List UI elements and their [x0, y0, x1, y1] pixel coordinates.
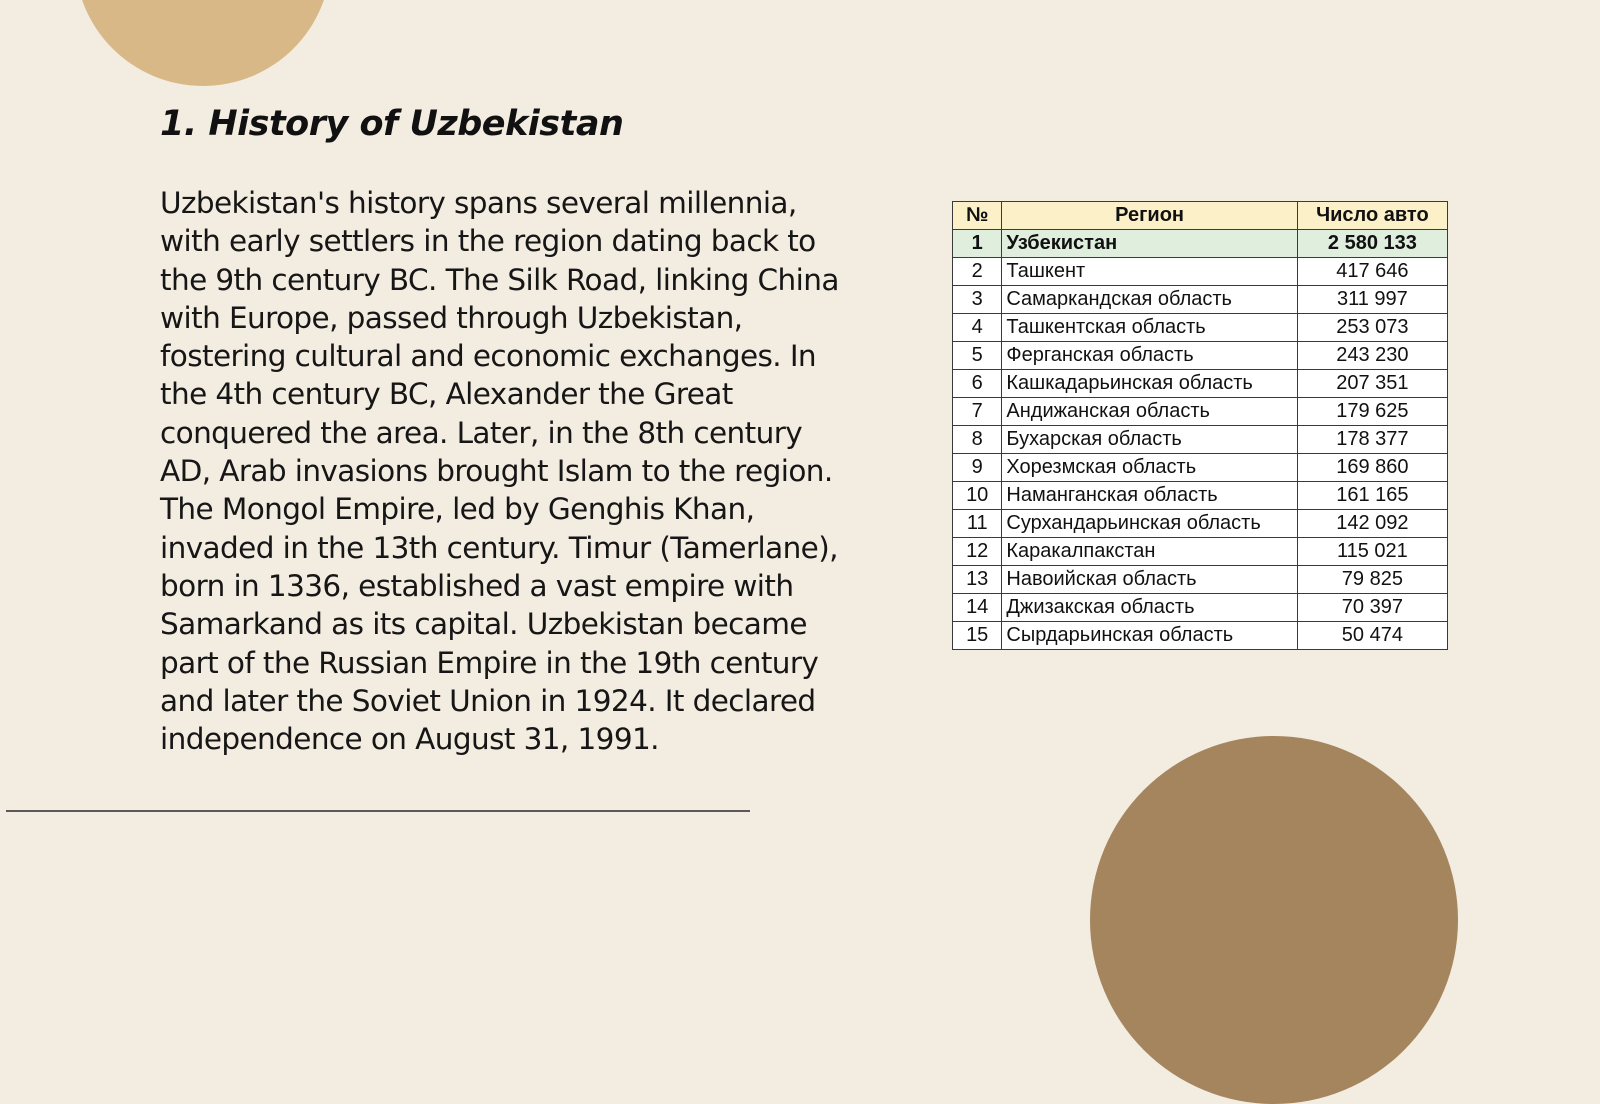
row-region: Самаркандская область	[1002, 286, 1297, 314]
row-number: 12	[953, 538, 1002, 566]
row-region: Наманганская область	[1002, 482, 1297, 510]
row-count: 169 860	[1297, 454, 1447, 482]
row-number: 6	[953, 370, 1002, 398]
table-row	[953, 230, 1448, 258]
row-region: Кашкадарьинская область	[1002, 370, 1297, 398]
table-row	[953, 314, 1448, 342]
vehicle-count-table	[952, 201, 1448, 650]
row-region: Сырдарьинская область	[1002, 622, 1297, 650]
row-number: 2	[953, 258, 1002, 286]
row-count: 207 351	[1297, 370, 1447, 398]
column-header-count: Число авто	[1297, 202, 1447, 230]
row-number: 4	[953, 314, 1002, 342]
table-row	[953, 622, 1448, 650]
row-count: 142 092	[1297, 510, 1447, 538]
row-number: 15	[953, 622, 1002, 650]
history-paragraph: Uzbekistan's history spans several millennia, with early settlers in the region dating back to the 9th century BC. The Silk Road, linking China with Europe, passed through Uzbekistan, fostering cultural and economic exchanges. In the 4th century BC, Alexander the Great conquered the area. Later, in the 8th century AD, Arab invasions brought Islam to the region. The Mongol Empire, led by Genghis Khan, invaded in the 13th century. Timur (Tamerlane), born in 1336, established a vast empire with Samarkand as its capital. Uzbekistan became part of the Russian Empire in the 19th century and later the Soviet Union in 1924. It declared independence on August 31, 1991.	[160, 186, 839, 757]
column-header-region: Регион	[1002, 202, 1297, 230]
table-row	[953, 258, 1448, 286]
row-number: 8	[953, 426, 1002, 454]
table-row	[953, 538, 1448, 566]
divider-line	[6, 810, 750, 812]
table-row	[953, 286, 1448, 314]
row-region: Навоийская область	[1002, 566, 1297, 594]
row-number: 11	[953, 510, 1002, 538]
row-region: Узбекистан	[1002, 230, 1297, 258]
table-row	[953, 594, 1448, 622]
row-region: Джизакская область	[1002, 594, 1297, 622]
row-count: 311 997	[1297, 286, 1447, 314]
row-number: 5	[953, 342, 1002, 370]
row-region: Ташкент	[1002, 258, 1297, 286]
row-number: 3	[953, 286, 1002, 314]
row-count: 50 474	[1297, 622, 1447, 650]
table-row	[953, 566, 1448, 594]
row-number: 9	[953, 454, 1002, 482]
row-region: Ферганская область	[1002, 342, 1297, 370]
row-count: 115 021	[1297, 538, 1447, 566]
row-count: 417 646	[1297, 258, 1447, 286]
decorative-circle-top	[75, 0, 331, 86]
row-region: Андижанская область	[1002, 398, 1297, 426]
row-count: 79 825	[1297, 566, 1447, 594]
row-number: 13	[953, 566, 1002, 594]
row-count: 2 580 133	[1297, 230, 1447, 258]
row-count: 243 230	[1297, 342, 1447, 370]
decorative-circle-bottom	[1090, 736, 1458, 1104]
column-header-number: №	[953, 202, 1002, 230]
table-row	[953, 342, 1448, 370]
table-row	[953, 482, 1448, 510]
row-count: 178 377	[1297, 426, 1447, 454]
row-count: 253 073	[1297, 314, 1447, 342]
row-region: Хорезмская область	[1002, 454, 1297, 482]
row-number: 1	[953, 230, 1002, 258]
row-count: 179 625	[1297, 398, 1447, 426]
slide-title: 1. History of Uzbekistan	[160, 104, 624, 144]
row-region: Каракалпакстан	[1002, 538, 1297, 566]
row-region: Сурхандарьинская область	[1002, 510, 1297, 538]
row-number: 14	[953, 594, 1002, 622]
row-number: 10	[953, 482, 1002, 510]
table-header-row	[953, 202, 1448, 230]
row-count: 70 397	[1297, 594, 1447, 622]
table-row	[953, 510, 1448, 538]
table-row	[953, 426, 1448, 454]
table-row	[953, 398, 1448, 426]
row-region: Ташкентская область	[1002, 314, 1297, 342]
row-region: Бухарская область	[1002, 426, 1297, 454]
row-count: 161 165	[1297, 482, 1447, 510]
row-number: 7	[953, 398, 1002, 426]
table-row	[953, 454, 1448, 482]
table-row	[953, 370, 1448, 398]
